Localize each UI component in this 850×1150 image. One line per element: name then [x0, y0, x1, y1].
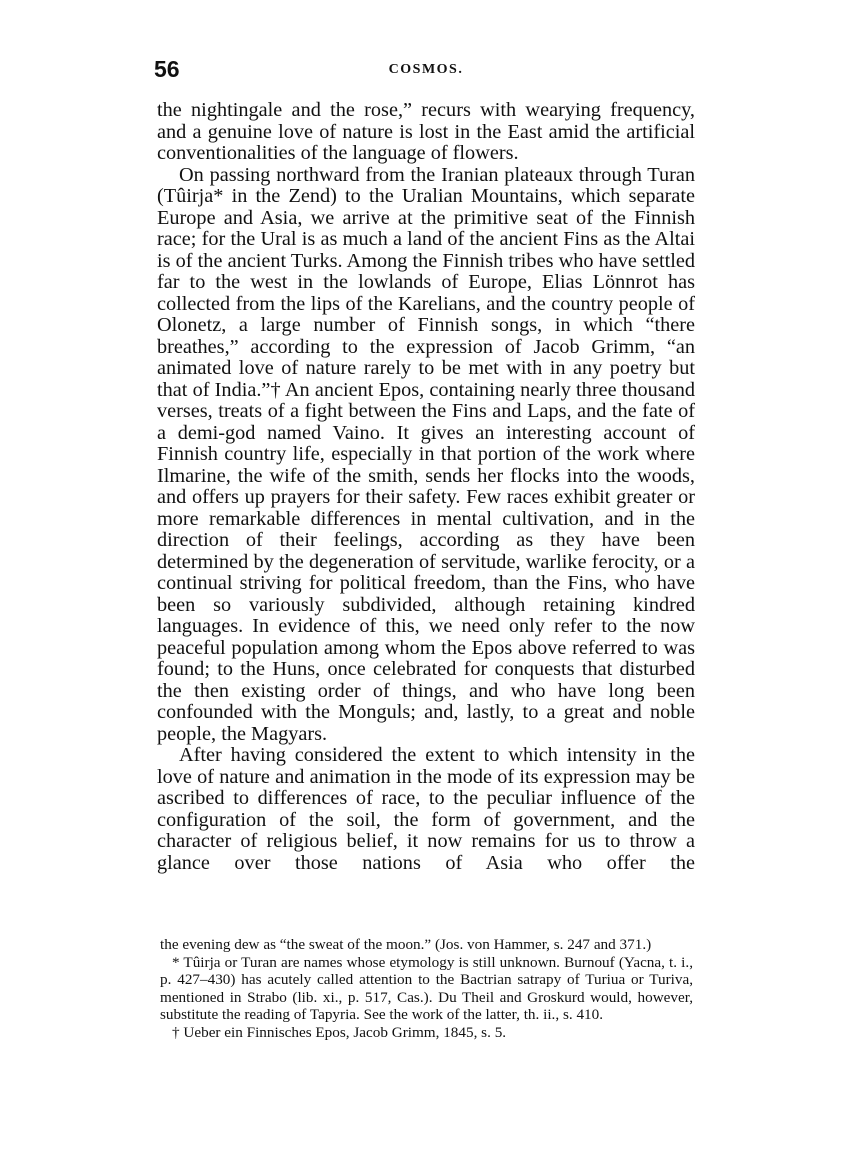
footnotes — [160, 936, 693, 1041]
footnote-continuation: the evening dew as “the sweat of the moon.” (Jos. von Hammer, s. 247 and 371.) — [160, 936, 652, 953]
page-number: 56 — [154, 56, 180, 82]
paragraph-asia-nations: After having considered the extent to which intensity in the love of nature and animation in the mode of its expression may be ascribed to differences of race, to the peculiar influence of the configuration of the soil, the form of government, and the character of religious belief, it now remains for us to throw a glance over those nations of Asia who offer the — [157, 744, 695, 874]
page-header — [154, 56, 698, 86]
paragraph-finnish-race: On passing northward from the Iranian plateaux through Turan (Tûirja* in the Zend) to the Uralian Mountains, which separate Europe and Asia, we arrive at the primitive seat of the Finnish race; for the Ural is as much a land of the ancient Fins as the Altai is of the ancient Turks. Among the Finnish tribes who have settled far to the west in the lowlands of Europe, Elias Lönnrot has collected from the lips of the Karelians, and the country people of Olonetz, a large number of Finnish songs, in which “there breathes,” according to the expression of Jacob Grimm, “an animated love of nature rarely to be met with in any poetry but that of India.”† An ancient Epos, containing nearly three thousand verses, treats of a fight between the Fins and Laps, and the fate of a demi-god named Vaino. It gives an interesting account of Finnish country life, especially in that portion of the work where Ilmarine, the wife of the smith, sends her flocks into the woods, and offers up prayers for their safety. Few races exhibit greater or more remarkable differences in mental cultivation, and in the direction of their feelings, according as they have been determined by the degeneration of servitude, warlike ferocity, or a continual striving for political freedom, than the Fins, who have been so variously subdivided, although retaining kindred languages. In evidence of this, we need only refer to the now peaceful population among whom the Epos above referred to was found; to the Huns, once celebrated for conquests that disturbed the then existing order of things, and who have long been confounded with the Monguls; and, lastly, to a great and noble people, the Magyars. — [157, 163, 695, 745]
footnote-dagger: † Ueber ein Finnisches Epos, Jacob Grimm, 1845, s. 5. — [172, 1023, 507, 1041]
running-title: COSMOS. — [388, 62, 464, 77]
main-text — [157, 100, 695, 874]
footnote-star: * Tûirja or Turan are names whose etymology is still unknown. Burnouf (Yacna, t. i., p. 427–430) has acutely called attention to the Bactrian satrapy of Turiua or Turiva, mentioned in Strabo (lib. xi., p. 517, Cas.). Du Theil and Groskurd would, however, substitute the reading of Tapyria. See the work of the latter, th. ii., s. 410. — [160, 953, 693, 1023]
paragraph-continuation: the nightingale and the rose,” recurs with wearying frequency, and a genuine love of nature is lost in the East amid the artificial conventionalities of the language of flowers. — [157, 99, 695, 164]
